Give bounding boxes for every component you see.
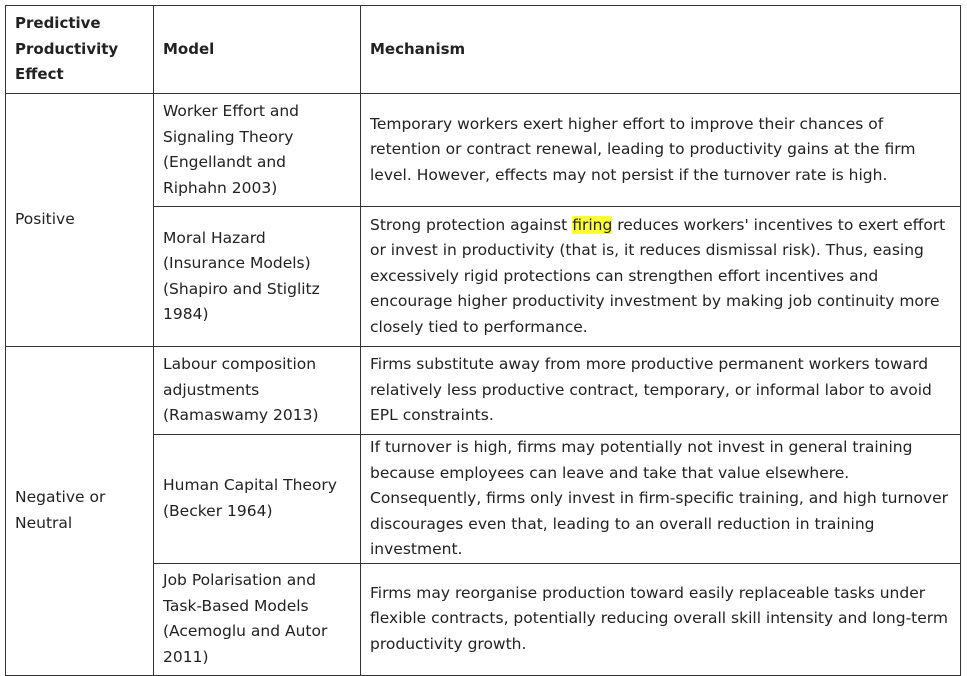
model-cell: Moral Hazard (Insurance Models) (Shapiro and Stiglitz 1984) [154,207,361,347]
productivity-models-table [5,5,961,676]
mechanism-cell: Firms substitute away from more productive permanent workers toward relatively less productive contract, temporary, or informal labor to avoid EPL constraints. [361,347,961,435]
mechanism-cell: Firms may reorganise production toward easily replaceable tasks under flexible contracts, potentially reducing overall skill intensity and long-term productivity growth. [361,563,961,675]
model-cell: Human Capital Theory (Becker 1964) [154,435,361,564]
highlighted-word: firing [572,215,613,234]
header-model: Model [154,6,361,94]
model-cell: Job Polarisation and Task-Based Models (Acemoglu and Autor 2011) [154,563,361,675]
mechanism-cell: If turnover is high, firms may potentially not invest in general training because employees can leave and take that value elsewhere. Consequently, firms only invest in firm-specific training, and high turnover discourages even that, leading to an overall reduction in training investment. [361,435,961,564]
header-row [6,6,961,94]
model-cell: Labour composition adjustments (Ramaswamy 2013) [154,347,361,435]
header-mechanism: Mechanism [361,6,961,94]
mechanism-text-after: reduces workers' incentives to exert effort or invest in productivity (that is, it reduces dismissal risk). Thus, easing excessively rigid protections can strengthen effort incentives and encourage higher productivity investment by making job continuity more closely tied to performance. [370,215,946,336]
header-effect: Predictive Productivity Effect [6,6,154,94]
effect-cell-negative-or-neutral: Negative or Neutral [6,347,154,676]
table-row [6,347,961,435]
mechanism-cell [361,207,961,347]
mechanism-cell: Temporary workers exert higher effort to improve their chances of retention or contract renewal, leading to productivity gains at the firm level. However, effects may not persist if the turnover rate is high. [361,94,961,207]
mechanism-text-before: Strong protection against [370,215,573,234]
model-cell: Worker Effort and Signaling Theory (Engellandt and Riphahn 2003) [154,94,361,207]
effect-cell-positive: Positive [6,94,154,347]
table-row [6,94,961,207]
